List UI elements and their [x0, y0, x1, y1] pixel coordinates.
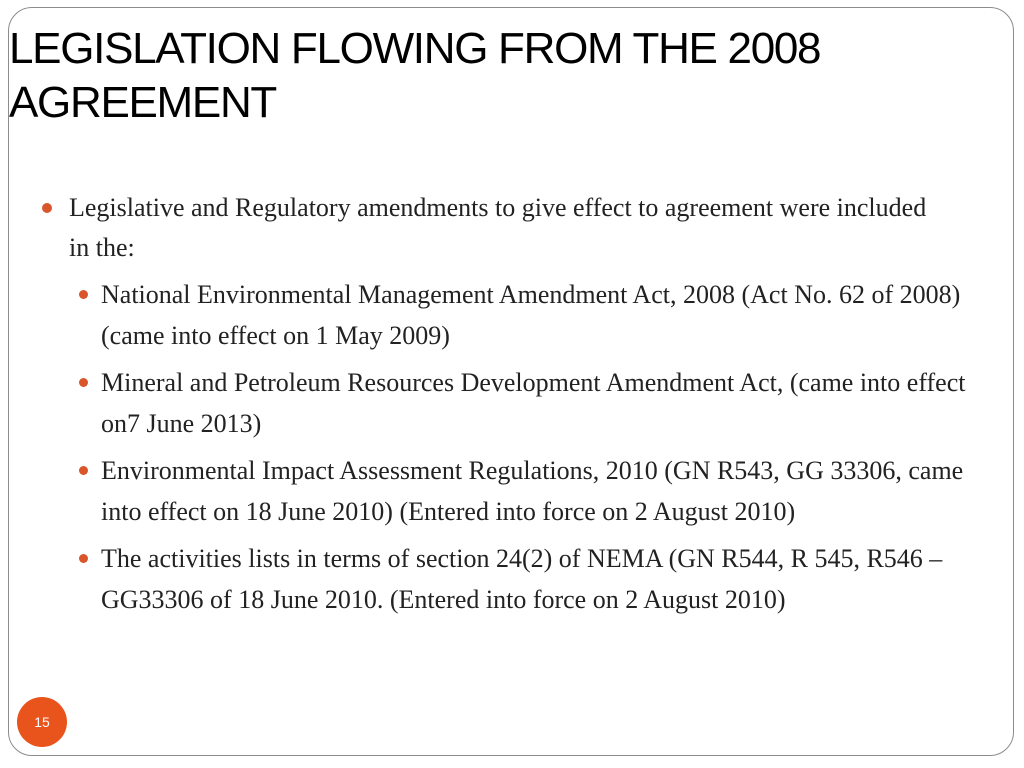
- bullet-dot-icon: [79, 554, 88, 563]
- bullet-dot-icon: [79, 290, 88, 299]
- page-number-badge: 15: [17, 697, 67, 747]
- sub-bullet-text: Environmental Impact Assessment Regulations, 2010 (GN R543, GG 33306, came into effect on 18 June 2010) (Entered into force on 2 August 2010): [101, 456, 964, 526]
- bullet-dot-icon: [42, 203, 52, 213]
- bullet-dot-icon: [79, 466, 88, 475]
- slide-title: LEGISLATION FLOWING FROM THE 2008 AGREEMENT: [9, 24, 821, 127]
- bullet-dot-icon: [79, 378, 88, 387]
- sub-bullet-text: Mineral and Petroleum Resources Development Amendment Act, (came into effect on7 June 2013): [101, 368, 966, 438]
- sub-bullet-mprd-amendment: [101, 362, 981, 444]
- intro-bullet-text: Legislative and Regulatory amendments to give effect to agreement were included in the:: [69, 193, 927, 262]
- sub-bullet-text: The activities lists in terms of section 24(2) of NEMA (GN R544, R 545, R546 – GG33306 of 18 June 2010. (Entered into force on 2 August 2010): [101, 544, 943, 614]
- slide-content: [0, 188, 1024, 620]
- intro-bullet: [69, 188, 929, 268]
- sub-bullet-activities-lists: [101, 538, 981, 620]
- sub-bullet-nema-amendment: [101, 274, 981, 356]
- sub-bullet-eia-regulations: [101, 450, 981, 532]
- sub-bullet-text: National Environmental Management Amendment Act, 2008 (Act No. 62 of 2008) (came into effect on 1 May 2009): [101, 280, 961, 350]
